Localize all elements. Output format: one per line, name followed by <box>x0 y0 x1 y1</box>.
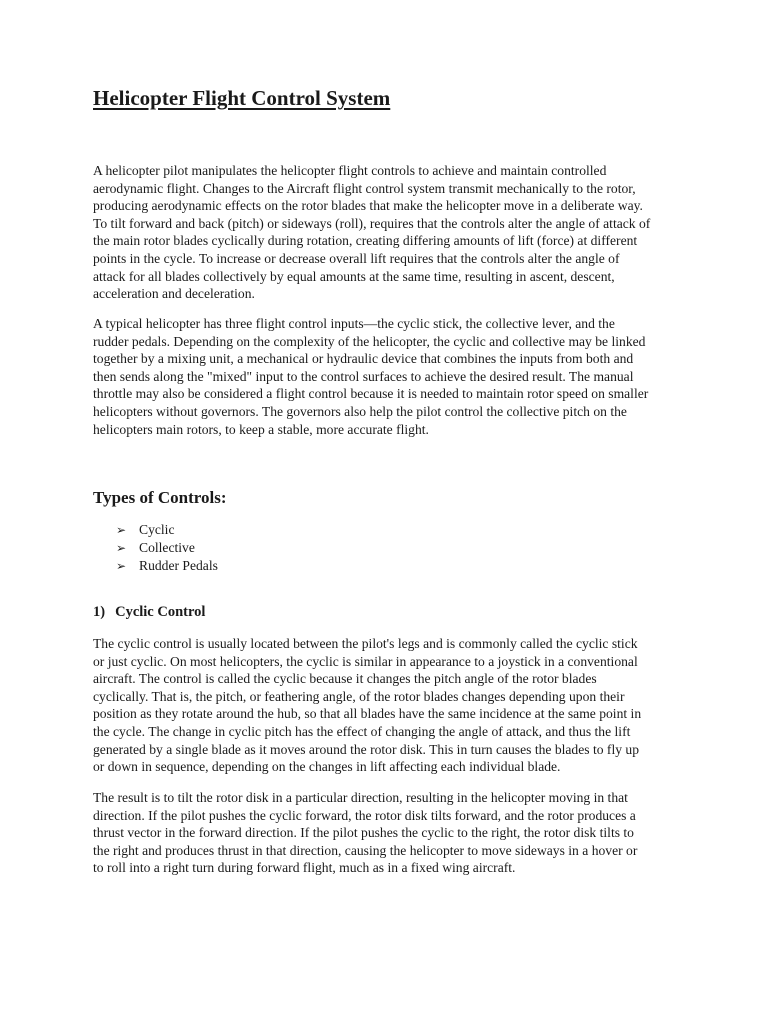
paragraph-line: A typical helicopter has three flight control inputs—the cyclic stick, the collective lever, and the <box>93 316 615 331</box>
paragraph-line: or just cyclic. On most helicopters, the cyclic is similar in appearance to a joystick in a conventional <box>93 653 638 669</box>
paragraph-line: attack for all blades collectively by equal amounts at the same time, resulting in ascent, descent, <box>93 268 615 284</box>
paragraph-line: to roll into a right turn during forward flight, much as in a fixed wing aircraft. <box>93 860 516 876</box>
paragraph-line: direction. If the pilot pushes the cyclic forward, the rotor disk tilts forward, and the rotor produces a <box>93 807 636 823</box>
list-item <box>116 539 218 557</box>
list-item-label: Collective <box>139 540 195 555</box>
list-item <box>116 521 218 539</box>
paragraph-line: A helicopter pilot manipulates the helicopter flight controls to achieve and maintain controlled <box>93 163 607 178</box>
list-item <box>116 557 218 575</box>
paragraph-line: then sends along the "mixed" input to the control surfaces to achieve the desired result. The manual <box>93 368 634 384</box>
cyclic-description-paragraph <box>93 635 683 776</box>
paragraph-line: thrust vector in the forward direction. If the pilot pushes the cyclic to the right, the rotor disk tilts to <box>93 825 634 841</box>
cyclic-result-paragraph <box>93 789 683 877</box>
paragraph-line: or down in sequence, depending on the changes in lift affecting each individual blade. <box>93 759 561 775</box>
paragraph-line: The result is to tilt the rotor disk in a particular direction, resulting in the helicopter moving in that <box>93 790 628 805</box>
paragraph-line: the cycle. The change in cyclic pitch has the effect of changing the angle of attack, and thus the lift <box>93 723 631 739</box>
paragraph-line: The cyclic control is usually located between the pilot's legs and is commonly called the cyclic stick <box>93 636 638 651</box>
paragraph-line: the right and produces thrust in that direction, causing the helicopter to move sideways in a hover or <box>93 842 638 858</box>
paragraph-line: cyclically. That is, the pitch, or feathering angle, of the rotor blades changes depending upon their <box>93 688 625 704</box>
paragraph-line: To tilt forward and back (pitch) or sideways (roll), requires that the controls alter the angle of attack of <box>93 215 651 231</box>
list-item-label: Cyclic <box>139 522 175 537</box>
paragraph-line: rudder pedals. Depending on the complexity of the helicopter, the cyclic and collective may be linked <box>93 333 646 349</box>
list-item-label: Rudder Pedals <box>139 558 218 573</box>
flight-control-inputs-paragraph <box>93 315 683 438</box>
section-number: 1) <box>93 604 106 620</box>
paragraph-line: helicopters main rotors, to keep a stable, more accurate flight. <box>93 421 429 437</box>
paragraph-line: points in the cycle. To increase or decrease overall lift requires that the controls alter the angle of <box>93 250 620 266</box>
paragraph-line: producing aerodynamic effects on the rotor blades that make the helicopter move in a deliberate way. <box>93 198 643 214</box>
paragraph-line: aerodynamic flight. Changes to the Aircraft flight control system transmit mechanically to the rotor, <box>93 180 636 196</box>
arrow-bullet-icon: ➢ <box>116 541 127 555</box>
intro-paragraph <box>93 162 683 303</box>
paragraph-line: acceleration and deceleration. <box>93 286 255 302</box>
section-title: Cyclic Control <box>115 604 206 620</box>
types-of-controls-heading: Types of Controls: <box>93 488 227 507</box>
types-of-controls-list <box>116 521 218 575</box>
paragraph-line: aircraft. The control is called the cyclic because it changes the pitch angle of the rotor blades <box>93 671 597 687</box>
paragraph-line: together by a mixing unit, a mechanical or hydraulic device that combines the inputs from both and <box>93 351 634 367</box>
paragraph-line: throttle may also be considered a flight control because it is needed to maintain rotor speed on smaller <box>93 386 649 402</box>
document-title: Helicopter Flight Control System <box>93 86 391 110</box>
arrow-bullet-icon: ➢ <box>116 559 127 573</box>
cyclic-control-heading <box>93 604 205 621</box>
paragraph-line: the main rotor blades cyclically during rotation, creating differing amounts of lift (force) at different <box>93 233 638 249</box>
arrow-bullet-icon: ➢ <box>116 523 127 537</box>
paragraph-line: helicopters without governors. The governors also help the pilot control the collective pitch on the <box>93 403 627 419</box>
paragraph-line: position as they rotate around the hub, so that all blades have the same incidence at the same point in <box>93 706 642 722</box>
paragraph-line: generated by a single blade as it moves around the rotor disk. This in turn causes the blades to fly up <box>93 741 640 757</box>
